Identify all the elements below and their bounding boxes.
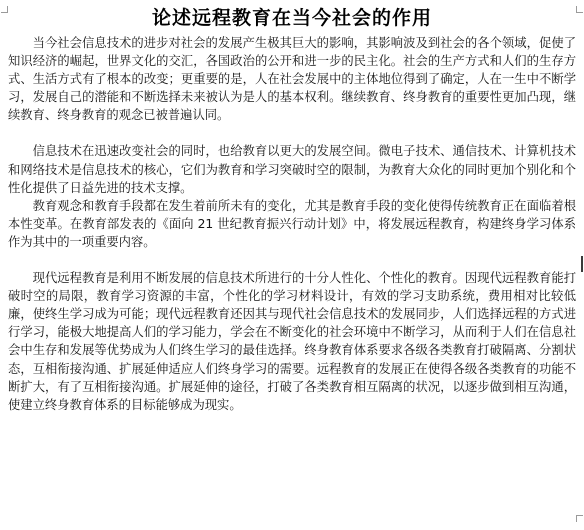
paragraph-spacer xyxy=(8,124,576,142)
document-body[interactable] xyxy=(8,34,576,414)
document-title: 论述远程教育在当今社会的作用 xyxy=(151,7,432,29)
paragraph-3: 教育观念和教育手段都在发生着前所未有的变化，尤其是教育手段的变化使得传统教育正在面临着根本性变革。在教育部发表的《面向 21 世纪教育振兴行动计划》中，将发展远程教育，构建终身学习体系作为其中的一项重要内容。 xyxy=(8,198,576,249)
paragraph-spacer xyxy=(8,251,576,269)
margin-corner-marker xyxy=(576,515,583,522)
paragraph-1: 当今社会信息技术的进步对社会的发展产生极其巨大的影响，其影响波及到社会的各个领域，促使了知识经济的崛起，世界文化的交汇，各国政治的公开和进一步的民主化。社会的生产方式和人们的生存方式、生活方式有了根本的改变；更重要的是，人在社会发展中的主体地位得到了确定，人在一生中不断学习，发展自己的潜能和不断选择未来被认为是人的基本权利。继续教育、终身教育的重要性更加凸现，继续教育、终身教育的观念已被普遍认同。 xyxy=(8,36,576,123)
paragraph-2: 信息技术在迅速改变社会的同时，也给教育以更大的发展空间。微电子技术、通信技术、计算机技术和网络技术是信息技术的核心，它们为教育和学习突破时空的限制，为教育大众化的同时更加个别化和个性化提供了日益先进的技术支撑。 xyxy=(8,144,576,195)
paragraph-4: 现代远程教育是利用不断发展的信息技术所进行的十分人性化、个性化的教育。因现代远程教育能打破时空的局限，教育学习资源的丰富，个性化的学习材料设计，有效的学习支助系统，费用相对比较低廉，使终生学习成为可能；现代远程教育还因其与现代社会信息技术的发展同步，人们选择远程的方式进行学习，能极大地提高人们的学习能力，学会在不断变化的社会环境中不断学习，从而利于人们在信息社会中生存和发展等优势成为人们终生学习的最佳选择。终身教育体系要求各级各类教育打破隔离、分割状态，互相衔接沟通、扩展延伸适应人们终身学习的需要。远程教育的发展正在使得各级各类教育的功能不断扩大，有了互相衔接沟通。扩展延伸的途径，打破了各类教育相互隔离的状况，以逐步做到相互沟通，使建立终身教育体系的目标能够成为现实。 xyxy=(8,271,576,412)
text-cursor xyxy=(581,256,583,272)
